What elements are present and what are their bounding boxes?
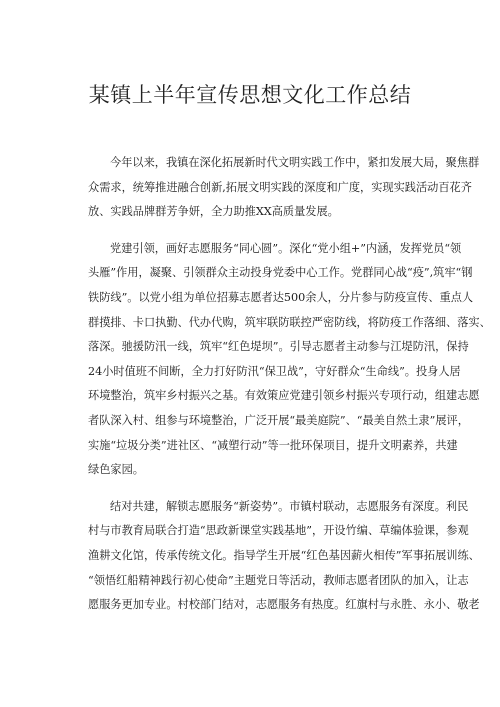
text-line: 党建引领，画好志愿服务“同心圆”。深化“党小组+”内涵，发挥党员“领 — [110, 241, 462, 255]
paragraph-intro — [88, 151, 480, 225]
text-line: 者队深入村、组参与环境整治，广泛开展“最美庭院”、“最美自然土隶”展评， — [88, 413, 469, 427]
text-line: 村与市教育局联合打造“思政新课堂实践基地”，开设竹编、草编体验课，参观 — [88, 524, 469, 538]
document-body — [88, 151, 491, 630]
text-line: 实施“垃圾分类”进社区、“减塑行动”等一批环保项目，提升文明素养，共建 — [88, 438, 458, 452]
text-line: 环境整治，筑牢乡村振兴之基。有效策应党建引领乡村振兴专项行动，组建志愿 — [88, 389, 480, 403]
text-line: “领悟红船精神践行初心使命”主题党日等活动，教师志愿者团队的加入，让志 — [88, 573, 469, 587]
text-line: 群摸排、卡口执勤、代办代购，筑牢联防联控严密防线，将防疫工作落细、落实、 — [88, 315, 491, 329]
text-line: 结对共建，解锁志愿服务“新姿势”。市镇村联动，志愿服务有深度。利民 — [110, 499, 469, 513]
paragraph-pairing — [88, 495, 480, 618]
text-line: 放、实践品牌群芳争妍，全力助推XX高质量发展。 — [88, 205, 339, 219]
text-line: 众需求，统筹推进融合创新,拓展文明实践的深度和广度，实现实践活动百花齐 — [88, 180, 472, 194]
text-line: 渔耕文化馆，传承传统文化。指导学生开展“红色基因薪火相传”军事拓展训练、 — [88, 548, 480, 562]
text-line: 头雁”作用，凝聚、引领群众主动投身党委中心工作。党群同心战“疫”,筑牢“钢 — [88, 266, 473, 280]
document-title: 某镇上半年宣传思想文化工作总结 — [88, 83, 412, 107]
text-line: 愿服务更加专业。村校部门结对，志愿服务有热度。红旗村与永胜、永小、敬老 — [88, 598, 480, 612]
text-line: 绿色家园。 — [88, 463, 144, 477]
text-line: 24小时值班不间断，全力打好防汛“保卫战”，守好群众“生命线”。投身人居 — [88, 364, 461, 378]
text-line: 今年以来，我镇在深化拓展新时代文明实践工作中，紧扣发展大局，聚焦群 — [110, 156, 480, 169]
paragraph-party-building — [88, 237, 491, 483]
text-line: 落深。驰援防汛一线，筑牢“红色堤坝”。引导志愿者主动参与江堤防汛，保持 — [88, 340, 469, 354]
text-line: 铁防线”。以党小组为单位招募志愿者达500余人，分片参与防疫宣传、重点人 — [88, 290, 474, 304]
